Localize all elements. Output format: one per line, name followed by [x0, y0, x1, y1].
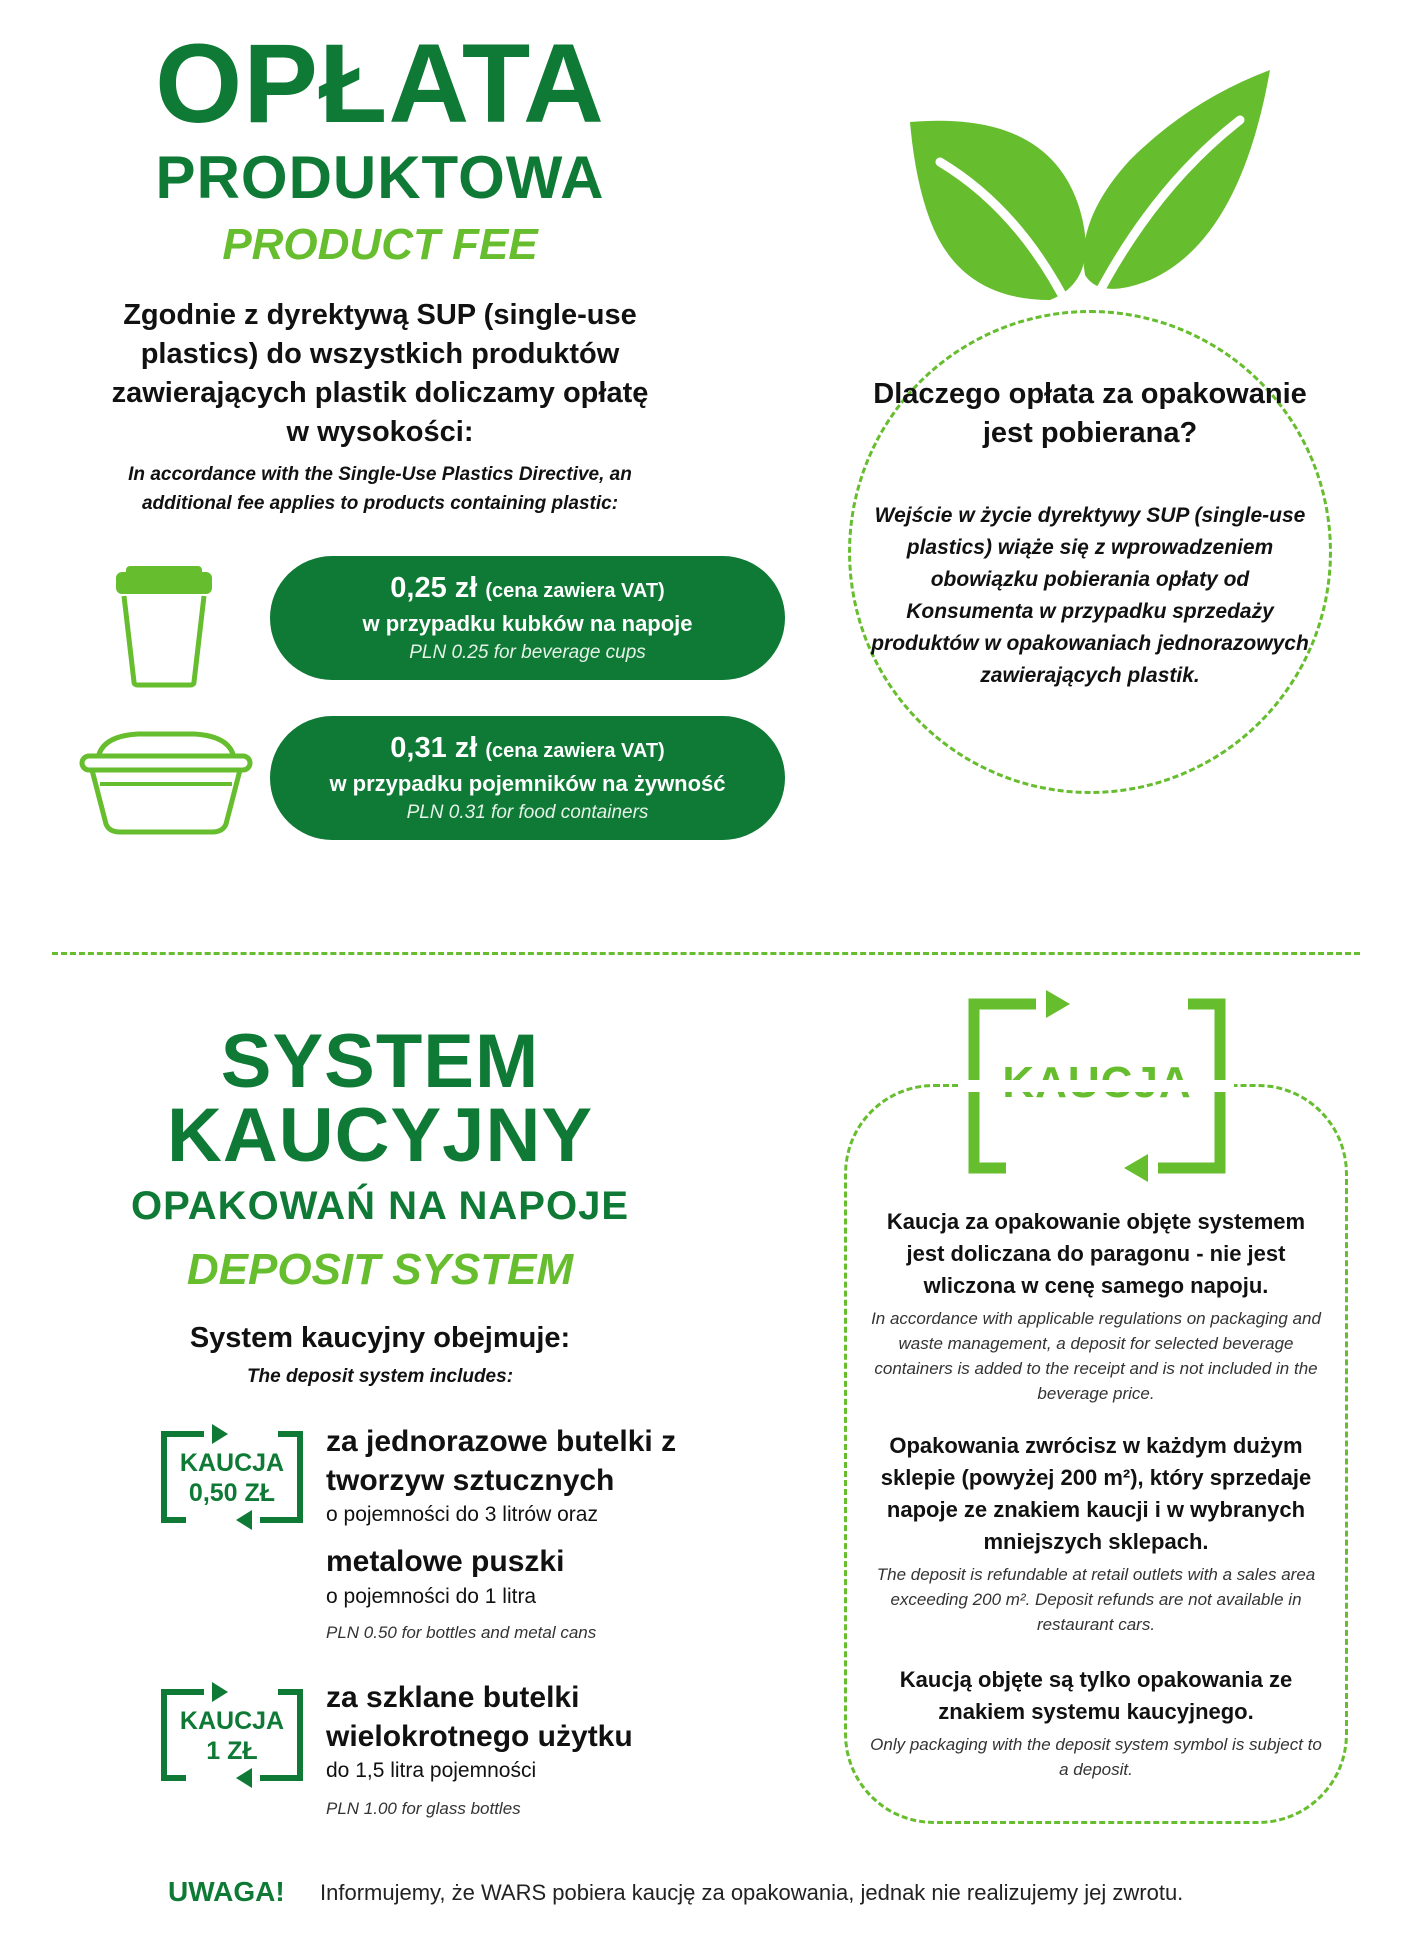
fee-vat-note: (cena zawiera VAT) [485, 580, 665, 602]
badge-label: KAUCJA [179, 1707, 285, 1735]
title-deposit-system-en: DEPOSIT SYSTEM [186, 1245, 574, 1294]
leaves-icon [900, 70, 1280, 320]
warning-label: UWAGA! [168, 1876, 285, 1907]
intro-text-pl: Zgodnie z dyrektywą SUP (single-use plastics) do wszystkich produktów zawierających plastik doliczamy opłatę w wysokości: [111, 299, 649, 448]
title-oplata: OPŁATA [155, 21, 605, 146]
deposit-info-3: Kaucją objęte są tylko opakowania ze znakiem systemu kaucyjnego. [899, 1667, 1293, 1724]
section-divider [52, 952, 1360, 955]
title-product-fee-en: PRODUCT FEE [222, 220, 538, 269]
title-opakowan: OPAKOWAŃ NA NAPOJE [130, 1184, 630, 1228]
fee-pill-containers [270, 716, 785, 840]
fee-description: w przypadku kubków na napoje [362, 611, 693, 636]
title-system: SYSTEM [220, 1019, 540, 1104]
deposit-badge-050 [160, 1430, 304, 1524]
item-2-capacity: do 1,5 litra pojemności [326, 1759, 537, 1782]
footer-notice: Informujemy, że WARS pobiera kaucję za opakowania, jednak nie realizujemy jej zwrotu. [320, 1880, 1184, 1905]
item-1-capacity: o pojemności do 3 litrów oraz [326, 1503, 598, 1526]
why-fee-body: Wejście w życie dyrektywy SUP (single-use plastics) wiąże się z wprowadzeniem obowiązku pobierania opłaty od Konsumenta w przypadku sprzedaży produktów w opakowaniach jednorazowych zawierających plastik. [871, 504, 1309, 687]
fee-pill-cups [270, 556, 785, 680]
title-kaucyjny: KAUCYJNY [166, 1093, 594, 1178]
item-2-en: PLN 1.00 for glass bottles [326, 1799, 521, 1818]
includes-heading-en: The deposit system includes: [246, 1366, 514, 1387]
why-fee-title: Dlaczego opłata za opakowanie jest pobierana? [873, 378, 1307, 449]
deposit-info-2: Opakowania zwrócisz w każdym dużym sklepie (powyżej 200 m²), który sprzedaje napoje ze znakiem kaucji i w wybranych mniejszych sklepach. [880, 1433, 1312, 1554]
fee-vat-note: (cena zawiera VAT) [485, 740, 665, 762]
food-container-icon [78, 728, 254, 836]
fee-description-en: PLN 0.31 for food containers [406, 802, 649, 823]
item-1-title-cans: metalowe puszki [326, 1545, 565, 1578]
badge-amount: 0,50 ZŁ [188, 1479, 276, 1507]
item-1-cans-capacity: o pojemności do 1 litra [326, 1585, 537, 1608]
deposit-badge-1zl [160, 1688, 304, 1782]
title-produktowa: PRODUKTOWA [155, 144, 605, 211]
item-2-title: za szklane butelki wielokrotnego użytku [326, 1681, 633, 1753]
item-1-title: za jednorazowe butelki z tworzyw sztucznych [326, 1425, 677, 1497]
emblem-mask [960, 1080, 1234, 1092]
deposit-info-1-en: In accordance with applicable regulations on packaging and waste management, a deposit for selected beverage containers is added to the receipt and is not included in the beverage price. [871, 1309, 1321, 1403]
fee-description: w przypadku pojemników na żywność [329, 771, 726, 796]
deposit-info-2-en: The deposit is refundable at retail outlets with a sales area exceeding 200 m². Deposit refunds are not available in restaurant cars. [876, 1565, 1316, 1634]
intro-text-en: In accordance with the Single-Use Plastics Directive, an additional fee applies to products containing plastic: [128, 464, 632, 514]
deposit-info-1: Kaucja za opakowanie objęte systemem jest doliczana do paragonu - nie jest wliczona w cenę samego napoju. [886, 1209, 1306, 1298]
fee-amount: 0,31 zł [390, 732, 478, 764]
cup-icon [112, 566, 216, 686]
includes-heading: System kaucyjny obejmuje: [189, 1322, 571, 1354]
badge-label: KAUCJA [179, 1449, 285, 1477]
item-1-en: PLN 0.50 for bottles and metal cans [326, 1623, 597, 1642]
fee-description-en: PLN 0.25 for beverage cups [409, 642, 646, 663]
badge-amount: 1 ZŁ [206, 1737, 258, 1765]
fee-amount: 0,25 zł [390, 572, 478, 604]
deposit-info-3-en: Only packaging with the deposit system symbol is subject to a deposit. [870, 1735, 1322, 1779]
